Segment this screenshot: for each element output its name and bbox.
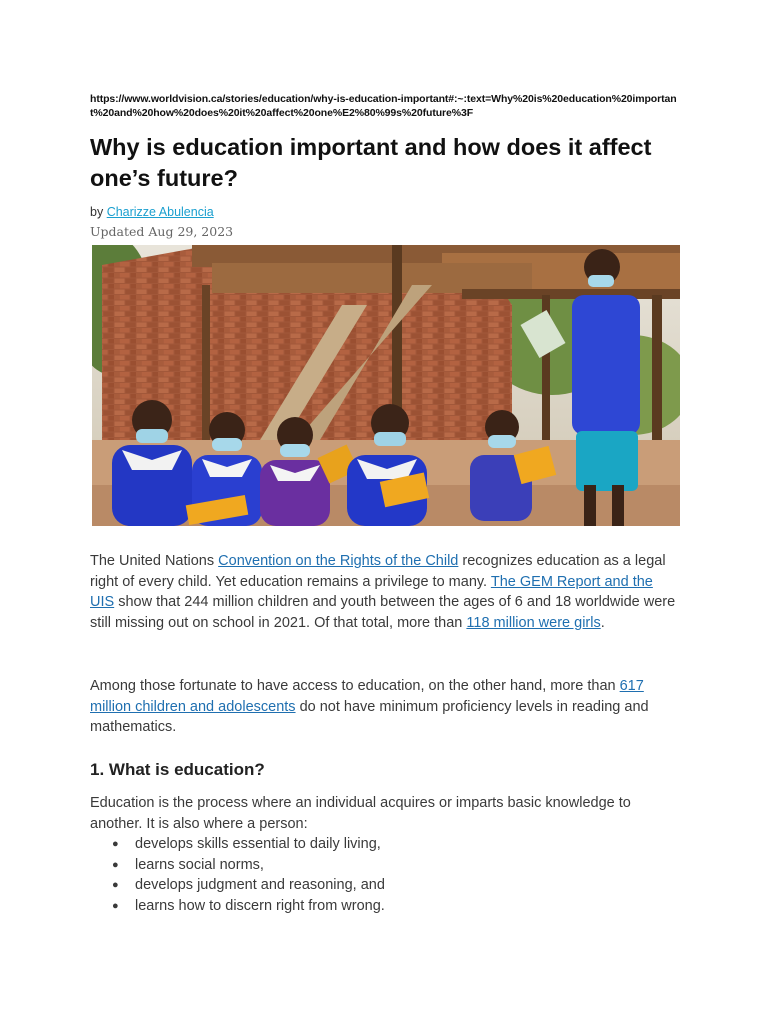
text-span: Among those fortunate to have access to education, on the other hand, more than [90, 678, 620, 694]
gem-report-link[interactable]: The GEM Report and the UIS [90, 573, 653, 610]
text-span: The United Nations [90, 553, 219, 569]
text-span: recognizes education as a legal right of every child. Yet education remains a privilege to many. [90, 553, 666, 590]
byline [90, 205, 214, 219]
definition-paragraph: Education is the process where an individual acquires or imparts basic knowledge to another. It is also where a person: [90, 795, 631, 832]
intro-paragraph [90, 551, 680, 633]
updated-date: Updated Aug 29, 2023 [90, 224, 234, 239]
list-item: ● develops skills essential to daily living, [90, 834, 385, 855]
text-span: do not have minimum proficiency levels in reading and mathematics. [90, 698, 649, 735]
text-span: show that 244 million children and youth between the ages of 6 and 18 worldwide were still missing out on school in 2021. Of that total, more than [90, 594, 676, 631]
source-url: https://www.worldvision.ca/stories/education/why-is-education-important#:~:text=Why%20is%20education%20important%20and%20how%20does%20it%20affect%20one%E2%80%99s%20future%3F [90, 93, 677, 119]
proficiency-paragraph [90, 676, 680, 738]
proficiency-statistic-link[interactable]: 617 million children and adolescents [90, 678, 644, 715]
byline-prefix: by [90, 205, 104, 219]
text-span: . [600, 614, 605, 631]
article-title: Why is education important and how does it affect one’s future? [90, 134, 652, 191]
girls-statistic-link[interactable]: 118 million were girls [466, 614, 601, 631]
skills-list [90, 834, 385, 916]
convention-link[interactable]: Convention on the Rights of the Child [218, 553, 459, 569]
list-item: ● learns social norms, [90, 855, 385, 876]
author-link[interactable]: Charizze Abulencia [106, 205, 214, 219]
article-photo [92, 245, 680, 526]
section-heading: 1. What is education? [90, 760, 265, 779]
list-item: ● learns how to discern right from wrong. [90, 896, 385, 917]
list-item: ● develops judgment and reasoning, and [90, 875, 385, 896]
